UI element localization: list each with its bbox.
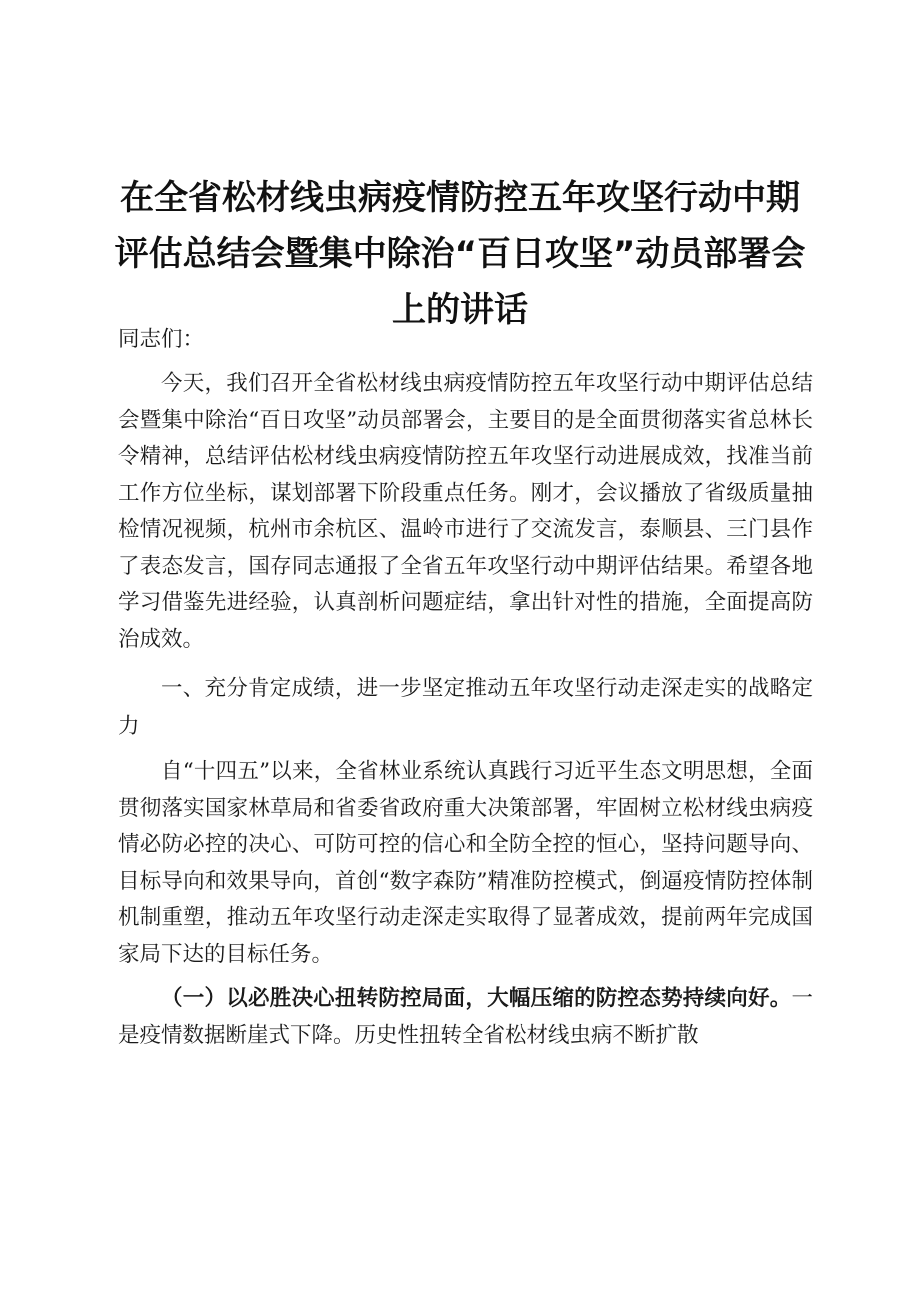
greeting: 同志们：: [118, 327, 205, 352]
title-line-2: 评估总结会暨集中除治“百日攻坚”动员部署会: [114, 234, 806, 274]
paragraph-section-1: 自“十四五”以来，全省林业系统认真践行习近平生态文明思想，全面贯彻落实国家林草局和省委省政府重大决策部署，牢固树立松材线虫病疫情必防必控的决心、可防可控的信心和全防全控的恒心，坚持问题导向、目标导向和效果导向，首创“数字森防”精准防控模式，倒逼疫情防控体制机制重塑，推动五年攻坚行动走深走实取得了显著成效，提前两年完成国家局下达的目标任务。: [118, 759, 813, 967]
title-line-3: 上的讲话: [392, 290, 528, 330]
subsection-text-1: 一是疫情数据断崖式下降。历史性扭转全省松材线虫病不断扩散: [118, 986, 813, 1048]
paragraph-subsection-1: [118, 981, 813, 1054]
document-title: [110, 170, 810, 338]
paragraph-intro: 今天，我们召开全省松材线虫病疫情防控五年攻坚行动中期评估总结会暨集中除治“百日攻坚”动员部署会，主要目的是全面贯彻落实省总林长令精神，总结评估松材线虫病疫情防控五年攻坚行动进展成效，找准当前工作方位坐标，谋划部署下阶段重点任务。刚才，会议播放了省级质量抽检情况视频，杭州市余杭区、温岭市进行了交流发言，泰顺县、三门县作了表态发言，国存同志通报了全省五年攻坚行动中期评估结果。希望各地学习借鉴先进经验，认真剖析问题症结，拿出针对性的措施，全面提高防治成效。: [118, 371, 813, 652]
subsection-heading-1: （一）以必胜决心扭转防控局面，大幅压缩的防控态势持续向好。: [161, 986, 792, 1011]
title-line-1: 在全省松材线虫病疫情防控五年攻坚行动中期: [120, 178, 800, 218]
document-body: [118, 318, 813, 1054]
section-heading-1: 一、充分肯定成绩，进一步坚定推动五年攻坚行动走深走实的战略定力: [118, 676, 813, 739]
